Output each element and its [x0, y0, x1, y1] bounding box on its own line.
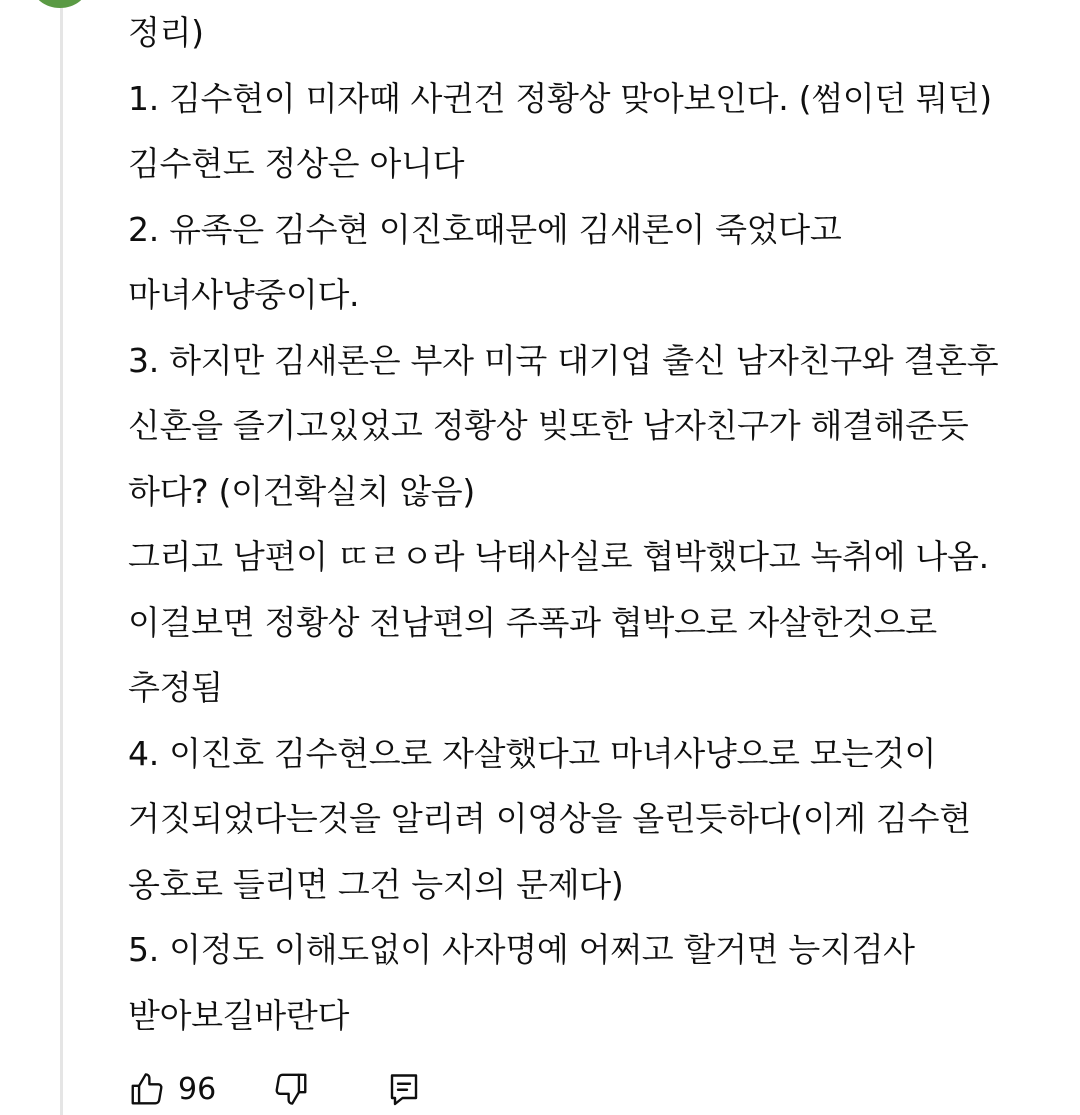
- thumbs-down-icon: [272, 1070, 310, 1108]
- thumbs-up-icon: [128, 1070, 166, 1108]
- thread-line: [60, 8, 63, 1115]
- reply-button[interactable]: [386, 1070, 422, 1108]
- avatar[interactable]: [32, 0, 88, 8]
- dislike-button[interactable]: [272, 1070, 310, 1108]
- like-count: 96: [178, 1071, 217, 1107]
- reply-icon: [386, 1070, 422, 1108]
- like-button[interactable]: [128, 1070, 216, 1108]
- comment-actions: [128, 1066, 422, 1112]
- comment-text: 정리) 1. 김수현이 미자때 사귄건 정황상 맞아보인다. (썸이던 뭐던) 김수현도 정상은 아니다 2. 유족은 김수현 이진호때문에 김새론이 죽었다고 마녀사냥중이다. 3. 하지만 김새론은 부자 미국 대기업 출신 남자친구와 결혼후 신혼을 즐기고있었고 정황상 빚또한 남자친구가 해결해준듯 하다? (이건확실치 않음) 그리고 남편이 ㄸㄹㅇ라 낙태사실로 협박했다고 녹취에 나옴. 이걸보면 정황상 전남편의 주폭과 협박으로 자살한것으로 추정됨 4. 이진호 김수현으로 자살했다고 마녀사냥으로 모는것이 거짓되었다는것을 알리려 이영상을 올린듯하다(이게 김수현 옹호로 들리면 그건 능지의 문제다) 5. 이정도 이해도없이 사자명예 어쩌고 할거면 능지검사 받아보길바란다: [128, 13, 999, 1035]
